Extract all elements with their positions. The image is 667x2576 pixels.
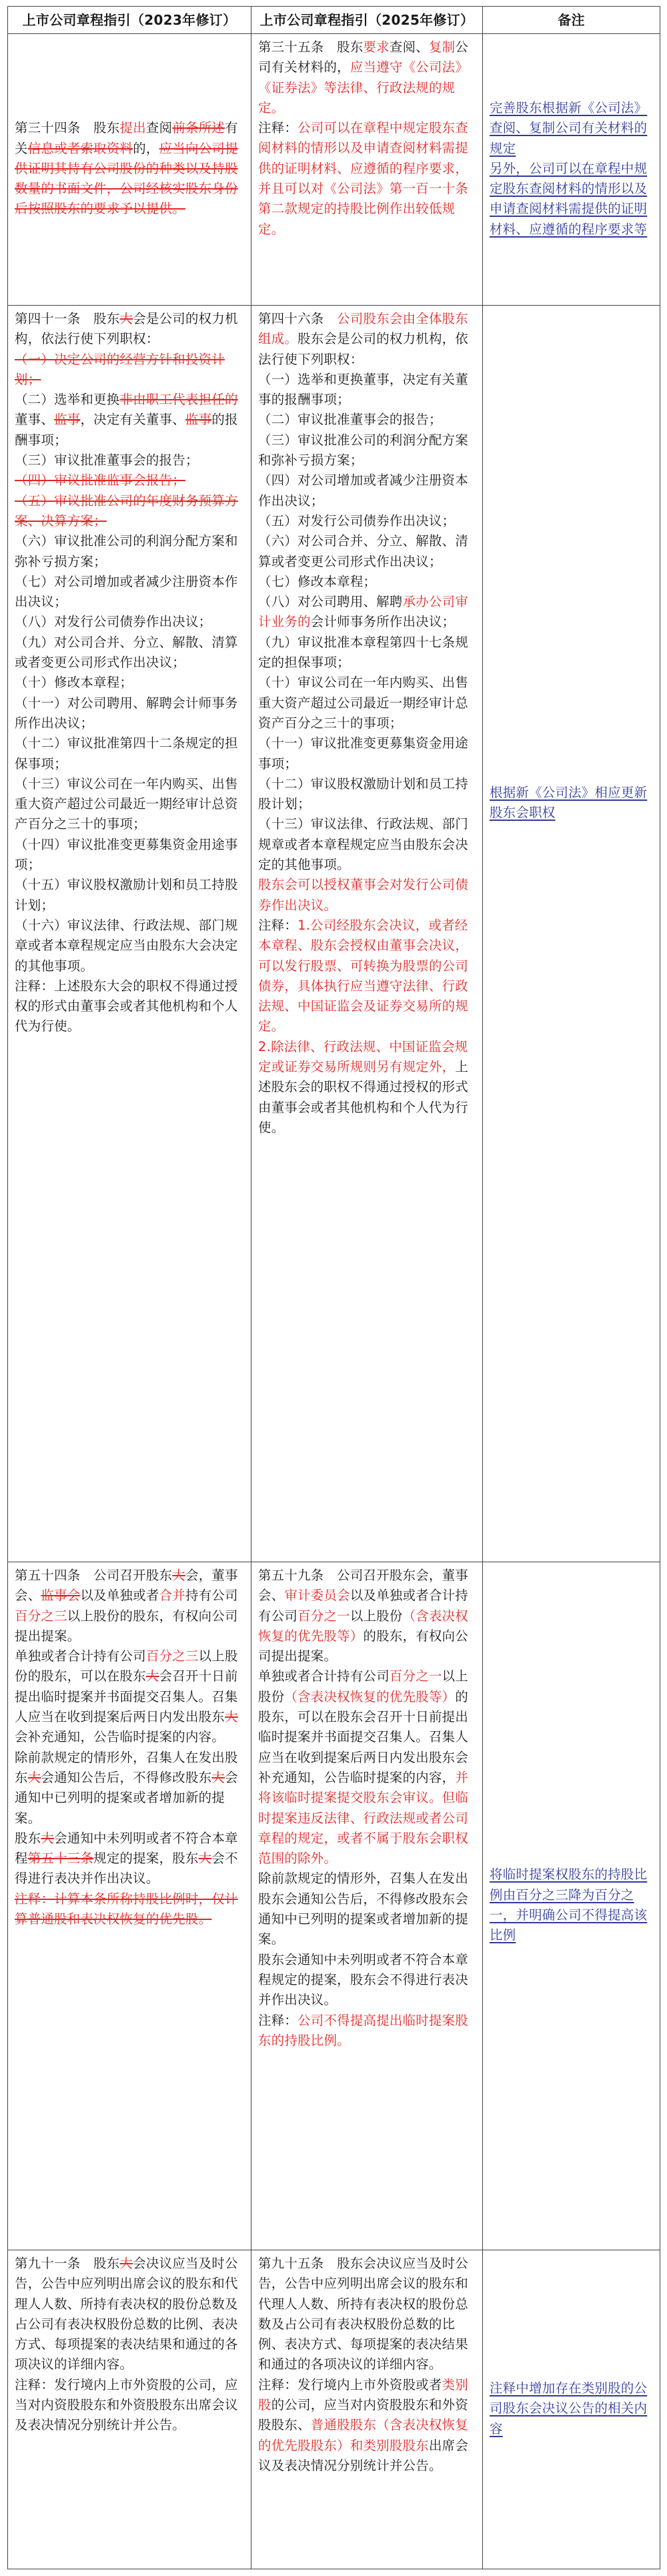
clause-text-run: 会通知中未列明或者不符合本章程 (15, 1830, 238, 1867)
added-text: 复制 (429, 39, 456, 55)
clause-paragraph (258, 814, 476, 875)
clause-text-run: （一）选举和更换董事，决定有关董事的报酬事项； (258, 371, 469, 408)
remark-cell (483, 2250, 660, 2569)
clause-text-run: 注释：发行境内上市外资股的公司，应当对内资股股东和外资股股东出席会议及表决情况分别统计并公告。 (15, 2376, 238, 2433)
deleted-text: 大 (211, 1769, 225, 1785)
clause-text-run: 会召开十日前提出临时提案并书面提交召集人。召集人应当在收到提案后两日内发出股东 (15, 1668, 238, 1725)
clause-text-run: （二）选举和更换 (15, 392, 120, 408)
clause-text-run: 第九十五条 股东会决议应当及时公告，公告中应列明出席会议的股东和代理人人数、所持有表决权的股份总数及占公司有表决权股份总数的比例、表决方式、每项提案的表决结果和通过的各项决议的详细内容。 (258, 2256, 469, 2372)
clause-text-run: （十三）审议法律、行政法规、部门规章或者本章程规定应当由股东会决定的其他事项。 (258, 816, 469, 873)
clause-text-run: 除前款规定的情形外，召集人在发出股东会通知公告后，不得修改股东会通知中已列明的提案或者增加新的提案。 (258, 1871, 469, 1947)
clause-text (9, 2251, 250, 2440)
clause-paragraph (15, 835, 244, 876)
clause-text-run: 会通知中已列明的提案或者增加新的提案。 (15, 1769, 238, 1826)
remark-paragraph (490, 1865, 653, 1945)
added-text: 1.公司经股东会决议，或者经本章程、股东会授权由董事会决议，可以发行股票、可转换为股票的公司债券，具体执行应当遵守法律、行政法规、中国证监会及证券交易所的规定。 (258, 917, 469, 1034)
remark-line: 将临时提案权股东的持股比例由百分之三降为百分之一，并明确公司不得提高该比例 (490, 1867, 648, 1943)
clause-paragraph (15, 491, 244, 532)
added-text: 要求 (363, 39, 390, 55)
clause-text-run: 股东 (15, 1830, 41, 1846)
new-clause-cell (251, 306, 483, 1562)
clause-paragraph (15, 774, 244, 835)
clause-paragraph (258, 673, 476, 733)
remark-paragraph (490, 783, 653, 824)
clause-paragraph (258, 592, 476, 633)
new-clause-cell (251, 2250, 483, 2569)
clause-text-run: 会是公司的权力机构，依法行使下列职权： (15, 311, 238, 347)
deleted-text: 应当向公司提供证明其持有公司股份的种类以及持股数量的书面文件，公司经核实股东身份后按照股东的要求予以提供。 (15, 140, 238, 217)
remark-text (484, 95, 659, 244)
added-text: 并将该临时提案提交股东会审议。但临时提案违反法律、行政法规或者公司章程的规定，或者不属于股东会职权范围的除外。 (258, 1769, 469, 1867)
old-clause-cell (8, 34, 251, 306)
clause-text-run: 注释：上述股东大会的职权不得通过授权的形式由董事会或者其他机构和个人代为行使。 (15, 978, 238, 1034)
clause-text-run: 第九十一条 股东 (15, 2256, 120, 2271)
clause-text-run: 的报酬事项； (15, 412, 238, 448)
deleted-text: （五）审议批准公司的年度财务预算方案、决算方案； (15, 493, 238, 529)
clause-text-run: 以及单独或者 (80, 1588, 159, 1604)
clause-text (252, 2251, 482, 2480)
clause-text-run: 会不得进行表决并作出决议。 (15, 1851, 238, 1887)
deleted-text: 监事 (185, 412, 212, 428)
deleted-text: 前条所述 (172, 120, 225, 136)
clause-text-run: 第三十五条 股东 (258, 39, 364, 55)
clause-text-run: 股东会是公司的权力机构，依法行使下列职权： (258, 331, 469, 367)
clause-paragraph (258, 2375, 476, 2476)
clause-text-run: 上述股东会的职权不得通过授权的形式由董事会或者其他机构和个人代为行使。 (258, 1058, 469, 1135)
clause-paragraph (15, 450, 244, 470)
table-row (8, 306, 660, 1562)
added-text: 百分之一 (389, 1668, 442, 1684)
table-row (8, 34, 660, 306)
clause-text-run: 注释：发行境内上市外资股或者 (258, 2376, 442, 2392)
table-row (8, 2250, 660, 2569)
deleted-text: 监事 (54, 412, 81, 428)
clause-text (252, 1563, 482, 2055)
clause-text-run: （六）审议批准公司的利润分配方案和弥补亏损方案； (15, 533, 238, 569)
clause-text-run: 单独或者合计持有公司 (258, 1668, 390, 1684)
clause-paragraph (258, 733, 476, 774)
clause-text-run: （十五）审议股权激励计划和员工持股计划； (15, 877, 238, 913)
clause-text-run: 以上股份的股东，可以在股东 (15, 1648, 238, 1684)
clause-paragraph (15, 470, 244, 491)
clause-text (9, 306, 250, 1041)
clause-paragraph (15, 875, 244, 916)
clause-text-run: （十一）对公司聘用、解聘会计师事务所作出决议； (15, 695, 238, 731)
clause-text-run: ，决定有关董事、 (80, 412, 185, 428)
clause-text-run: 注释： (258, 120, 298, 136)
deleted-text: 第五十三条 (27, 1851, 94, 1867)
clause-paragraph (258, 410, 476, 430)
clause-text-run: 股东会通知中未列明或者不符合本章程规定的提案，股东会不得进行表决并作出决议。 (258, 1951, 469, 2008)
clause-paragraph (258, 2011, 476, 2051)
clause-text-run: （九）对公司合并、分立、解散、清算或者变更公司形式作出决议； (15, 634, 238, 671)
clause-text-run: （十四）审议批准变更募集资金用途事项； (15, 836, 238, 873)
remark-line: 完善股东根据新《公司法》查阅、复制公司有关材料的规定 (490, 99, 648, 156)
added-text: 公司不得提高提出临时提案股东的持股比例。 (258, 2012, 469, 2048)
clause-text-run: 第五十四条 公司召开股东 (15, 1568, 173, 1583)
deleted-text: 信息或者索取资料 (27, 140, 133, 156)
deleted-text: 大 (198, 1851, 212, 1867)
clause-text-run: 查阅 (145, 120, 173, 136)
deleted-text: 大 (119, 2256, 133, 2271)
clause-text (252, 35, 482, 244)
clause-paragraph (15, 309, 244, 350)
added-text: 提出 (119, 120, 146, 136)
clause-text-run: （九）审议批准本章程第四十七条规定的担保事项； (258, 634, 469, 671)
added-text: 普通股股东（含表决权恢复的优先股股东）和类别股股东 (258, 2417, 469, 2453)
clause-text-run: （十）修改本章程； (15, 675, 133, 691)
clause-text-run: （十一）审议批准变更募集资金用途事项； (258, 735, 469, 771)
deleted-text: 监事会 (41, 1588, 81, 1604)
clause-text-run: 第三十四条 股东 (15, 120, 120, 136)
clause-text-run: （十二）审议批准第四十二条规定的担保事项； (15, 735, 238, 771)
clause-text-run: 董事、 (15, 412, 55, 428)
clause-text-run: 会计师事务所作出决议； (310, 614, 456, 630)
added-text: （含表决权恢复的优先股等） (284, 1688, 456, 1704)
added-text: 公司可以在章程中规定股东查阅材料的情形以及申请查阅材料需提供的证明材料、应遵循的程序要求，并且可以对《公司法》第一百一十条第二款规定的持股比例作出较低规定。 (258, 120, 469, 237)
added-text: 百分之三 (15, 1608, 67, 1624)
clause-text-run: （十）审议公司在一年内购买、出售重大资产超过公司最近一期经审计总资产百分之三十的事项； (258, 675, 469, 731)
clause-text-run: 会通知公告后，不得修改股东 (41, 1769, 212, 1785)
clause-text-run: 的股东，有权向公司提出提案。 (258, 1628, 469, 1664)
added-text: 审计委员会 (284, 1588, 350, 1604)
added-text: 2.除法律、行政法规、中国证监会规定或证券交易所规则另有规定外， (258, 1038, 468, 1074)
clause-paragraph (258, 309, 476, 370)
remark-cell (483, 34, 660, 306)
clause-text-run: 会，董事会、 (15, 1568, 238, 1604)
clause-text-run: 除前款规定的情形外，召集人在发出股东 (15, 1749, 238, 1785)
clause-text-run: 规定的提案，股东 (93, 1851, 199, 1867)
deleted-text: 大 (225, 1709, 238, 1725)
clause-paragraph (15, 2375, 244, 2436)
remark-cell (483, 1562, 660, 2250)
old-clause-cell (8, 306, 251, 1562)
clause-paragraph (15, 350, 244, 390)
clause-paragraph (15, 2254, 244, 2375)
clause-text-run: 第五十九条 公司召开股东会，董事会、 (258, 1568, 469, 1604)
clause-paragraph (15, 390, 244, 450)
clause-text-run: （五）对发行公司债券作出决议； (258, 513, 456, 529)
clause-text-run: （十六）审议法律、行政法规、部门规章或者本章程规定应当由股东大会决定的其他事项。 (15, 917, 238, 974)
added-text: 类别股 (258, 2376, 469, 2413)
remark-cell (483, 306, 660, 1562)
clause-paragraph (15, 118, 244, 219)
clause-text-run: 查阅、 (389, 39, 429, 55)
remark-paragraph (490, 2378, 653, 2439)
clause-paragraph (15, 733, 244, 774)
clause-text-run: 注释： (258, 2012, 298, 2028)
added-text: 应当遵守《公司法》《证券法》等法律、行政法规的规定。 (258, 59, 469, 115)
clause-text-run: 的， (133, 140, 159, 156)
clause-text (252, 306, 482, 1142)
deleted-text: 大 (27, 1769, 41, 1785)
remark-text (484, 306, 659, 828)
clause-text-run: （七）对公司增加或者减少注册资本作出决议； (15, 573, 238, 610)
deleted-text: （一）决定公司的经营方针和投资计划； (15, 351, 225, 387)
clause-paragraph (258, 633, 476, 673)
clause-paragraph (15, 1829, 244, 1889)
clause-paragraph (15, 916, 244, 976)
deleted-text: 注释：计算本条所称持股比例时，仅计算普通股和表决权恢复的优先股。 (15, 1891, 238, 1927)
clause-paragraph (258, 511, 476, 531)
clause-text-run: （八）对公司聘用、解聘 (258, 594, 403, 610)
clause-text-run: 以及单独或者合计持有公司 (258, 1588, 469, 1624)
clause-text (9, 115, 250, 223)
clause-paragraph (258, 572, 476, 592)
clause-paragraph (15, 633, 244, 673)
clause-text-run: 有关 (15, 120, 238, 156)
clause-paragraph (258, 1666, 476, 1869)
clause-text-run: （六）对公司合并、分立、解散、清算或者变更公司形式作出决议； (258, 533, 469, 569)
old-clause-cell (8, 2250, 251, 2569)
clause-paragraph (15, 1646, 244, 1747)
header-old-version: 上市公司章程指引（2023年修订） (8, 7, 251, 34)
clause-paragraph (15, 1566, 244, 1646)
clause-text-run: 以上股份 (258, 1668, 469, 1704)
remark-paragraph (490, 159, 653, 240)
clause-text-run: 单独或者合计持有公司 (15, 1648, 146, 1664)
clause-paragraph (15, 1889, 244, 1930)
clause-paragraph (258, 1869, 476, 1949)
clause-text-run: （四）对公司增加或者减少注册资本作出决议； (258, 472, 469, 509)
clause-paragraph (258, 370, 476, 410)
added-text: 公司股东会由全体股东组成。 (258, 311, 469, 347)
added-text: （含表决权恢复的优先股等） (258, 1608, 469, 1644)
clause-text-run: 持有公司 (185, 1588, 238, 1604)
remark-line: 根据新《公司法》相应更新股东会职权 (490, 785, 648, 821)
added-text: 股东会可以授权董事会对发行公司债券作出决议。 (258, 877, 469, 913)
clause-paragraph (258, 430, 476, 471)
clause-text-run: 第四十一条 股东 (15, 311, 120, 326)
clause-paragraph (258, 2254, 476, 2375)
remark-paragraph (490, 98, 653, 159)
comparison-table (7, 6, 660, 2569)
clause-text-run: （十二）审议股权激励计划和员工持股计划； (258, 775, 469, 812)
new-clause-cell (251, 1562, 483, 2250)
remark-text (484, 1862, 659, 1949)
clause-text-run: 以上股份 (350, 1608, 403, 1624)
clause-paragraph (258, 37, 476, 118)
added-text: 承办公司审计业务的 (258, 594, 469, 630)
clause-text-run: 出席会议及表决情况分别统计并公告。 (258, 2437, 469, 2473)
clause-text-run: 的股东，可以在股东会召开十日前提出临时提案并书面提交召集人。召集人应当在收到提案后两日内发出股东会补充通知，公告临时提案的内容， (258, 1688, 469, 1785)
clause-text-run: （十三）审议公司在一年内购买、出售重大资产超过公司最近一期经审计总资产百分之三十的事项； (15, 775, 238, 832)
clause-text-run: （八）对发行公司债券作出决议； (15, 614, 212, 630)
clause-text-run: （二）审议批准董事会的报告； (258, 412, 442, 428)
clause-paragraph (15, 693, 244, 734)
deleted-text: 大 (119, 311, 133, 326)
clause-paragraph (15, 976, 244, 1037)
header-new-version: 上市公司章程指引（2025年修订） (251, 7, 483, 34)
clause-text-run: （三）审议批准公司的利润分配方案和弥补亏损方案； (258, 432, 469, 468)
clause-paragraph (258, 916, 476, 1037)
clause-paragraph (258, 774, 476, 815)
deleted-text: 大 (145, 1668, 159, 1684)
added-text: 百分之一 (297, 1608, 350, 1624)
clause-paragraph (258, 1037, 476, 1138)
clause-paragraph (15, 612, 244, 632)
clause-text-run: （三）审议批准董事会的报告； (15, 452, 199, 468)
clause-text-run: 会补充通知，公告临时提案的内容。 (15, 1729, 225, 1745)
clause-text-run: 第四十六条 (258, 311, 338, 326)
added-text: 百分之三 (145, 1648, 199, 1664)
remark-line: 注释中增加存在类别股的公司股东会决议公告的相关内容 (490, 2380, 648, 2437)
clause-paragraph (258, 118, 476, 240)
clause-paragraph (258, 470, 476, 511)
clause-text-run: 以上股份的股东，有权向公司提出提案。 (15, 1608, 238, 1644)
clause-text-run: 的公司，应当对内资股股东和外资股股东、 (258, 2397, 469, 2433)
added-text: 合并 (159, 1588, 186, 1604)
clause-paragraph (15, 673, 244, 693)
deleted-text: 大 (172, 1568, 185, 1583)
header-remarks: 备注 (483, 7, 660, 34)
clause-text-run: 会决议应当及时公告，公告中应列明出席会议的股东和代理人人数、所持有表决权的股份总数及占公司有表决权股份总数的比例、表决方式、每项提案的表决结果和通过的各项决议的详细内容。 (15, 2256, 238, 2372)
clause-paragraph (258, 1950, 476, 2011)
deleted-text: 大 (41, 1830, 55, 1846)
header-row (8, 7, 660, 34)
old-clause-cell (8, 1562, 251, 2250)
clause-paragraph (258, 1566, 476, 1666)
clause-paragraph (15, 1748, 244, 1829)
clause-text-run: 注释： (258, 917, 298, 933)
clause-paragraph (258, 531, 476, 572)
clause-paragraph (258, 875, 476, 916)
clause-text (9, 1563, 250, 1933)
deleted-text: （四）审议批准监事会报告； (15, 472, 185, 489)
remark-text (484, 2376, 659, 2443)
new-clause-cell (251, 34, 483, 306)
clause-text-run: （七）修改本章程； (258, 573, 377, 589)
deleted-text: 非由职工代表担任的 (119, 392, 238, 408)
remark-line: 另外，公司可以在章程中规定股东查阅材料的情形以及申请查阅材料需提供的证明材料、应遵循的程序要求等 (490, 160, 648, 237)
clause-paragraph (15, 531, 244, 572)
table-row (8, 1562, 660, 2250)
clause-paragraph (15, 572, 244, 613)
clause-text-run: 公司有关材料的， (258, 39, 469, 75)
